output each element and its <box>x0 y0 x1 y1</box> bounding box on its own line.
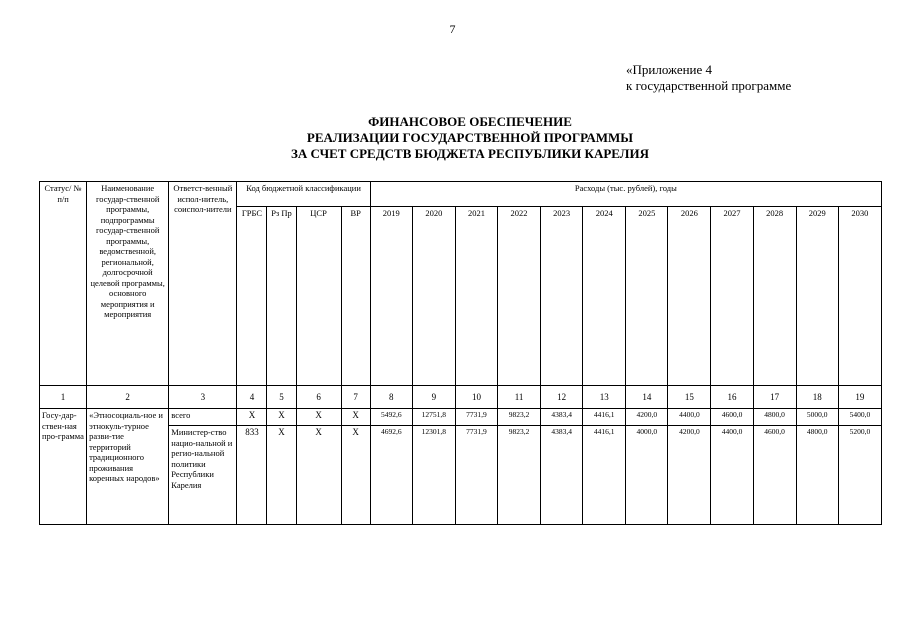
value-cell: 4416,1 <box>583 426 626 525</box>
column-index: 6 <box>296 386 341 409</box>
column-index: 10 <box>455 386 497 409</box>
header-code-0: ГРБС <box>237 207 267 386</box>
column-index: 19 <box>838 386 881 409</box>
column-index: 16 <box>711 386 753 409</box>
title-line-2: РЕАЛИЗАЦИИ ГОСУДАРСТВЕННОЙ ПРОГРАММЫ <box>306 130 634 145</box>
value-cell: 4200,0 <box>668 426 711 525</box>
column-index: 9 <box>412 386 455 409</box>
responsible-cell: Министер-ство нацио-нальной и регио-нальной политики Республики Карелия <box>169 426 237 525</box>
header-budget-code: Код бюджетной классификации <box>237 182 370 207</box>
column-index: 8 <box>370 386 412 409</box>
header-year-2025: 2025 <box>626 207 668 386</box>
value-cell: 9823,2 <box>498 409 541 426</box>
budget-table <box>39 181 882 525</box>
column-index: 11 <box>498 386 541 409</box>
value-cell: 5200,0 <box>838 426 881 525</box>
column-index: 15 <box>668 386 711 409</box>
header-code-3: ВР <box>341 207 370 386</box>
header-row-1 <box>40 182 882 207</box>
table-row <box>40 409 882 426</box>
column-index: 1 <box>40 386 87 409</box>
value-cell: 4692,6 <box>370 426 412 525</box>
header-year-2022: 2022 <box>498 207 541 386</box>
value-cell: 4800,0 <box>753 409 796 426</box>
value-cell: 5000,0 <box>796 409 838 426</box>
status-cell: Госу-дар-ствен-ная про-грамма <box>40 409 87 525</box>
column-index: 2 <box>87 386 169 409</box>
column-index: 12 <box>541 386 583 409</box>
code-cell-vr: X <box>341 409 370 426</box>
header-year-2021: 2021 <box>455 207 497 386</box>
appendix-line-1: «Приложение 4 <box>626 62 713 77</box>
appendix-note <box>626 62 791 94</box>
document-title <box>0 114 905 162</box>
value-cell: 5492,6 <box>370 409 412 426</box>
value-cell: 9823,2 <box>498 426 541 525</box>
header-year-2019: 2019 <box>370 207 412 386</box>
header-year-2026: 2026 <box>668 207 711 386</box>
header-status: Статус/ № п/п <box>40 182 87 386</box>
header-responsible: Ответст-венный испол-нитель, соиспол-нители <box>169 182 237 386</box>
code-cell-csr: X <box>296 409 341 426</box>
index-row <box>40 386 882 409</box>
header-year-2029: 2029 <box>796 207 838 386</box>
column-index: 5 <box>267 386 296 409</box>
value-cell: 4400,0 <box>668 409 711 426</box>
header-name: Наименование государ-ственной программы, подпрограммы государ-ственной программы, ведомственной, региональной, долгосрочной целевой программы, основного мероприятия и мероприятия <box>87 182 169 386</box>
code-cell-rzpr: X <box>267 409 296 426</box>
header-code-1: Рз Пр <box>267 207 296 386</box>
value-cell: 4600,0 <box>711 409 753 426</box>
value-cell: 4000,0 <box>626 426 668 525</box>
code-cell-rzpr: X <box>267 426 296 525</box>
code-cell-grbs: 833 <box>237 426 267 525</box>
column-index: 3 <box>169 386 237 409</box>
value-cell: 12301,8 <box>412 426 455 525</box>
column-index: 17 <box>753 386 796 409</box>
column-index: 14 <box>626 386 668 409</box>
header-code-2: ЦСР <box>296 207 341 386</box>
value-cell: 7731,9 <box>455 426 497 525</box>
value-cell: 4800,0 <box>796 426 838 525</box>
value-cell: 7731,9 <box>455 409 497 426</box>
column-index: 13 <box>583 386 626 409</box>
header-expenses: Расходы (тыс. рублей), годы <box>370 182 881 207</box>
title-line-1: ФИНАНСОВОЕ ОБЕСПЕЧЕНИЕ <box>368 114 572 129</box>
title-line-3: ЗА СЧЕТ СРЕДСТВ БЮДЖЕТА РЕСПУБЛИКИ КАРЕЛИЯ <box>291 146 649 161</box>
value-cell: 4416,1 <box>583 409 626 426</box>
value-cell: 4383,4 <box>541 409 583 426</box>
appendix-line-2: к государственной программе <box>626 78 792 93</box>
program-name-cell: «Этносоциаль-ное и этнокуль-турное разви-тие территорий традиционного проживания коренных народов» <box>87 409 169 525</box>
code-cell-csr: X <box>296 426 341 525</box>
value-cell: 5400,0 <box>838 409 881 426</box>
value-cell: 4200,0 <box>626 409 668 426</box>
header-year-2030: 2030 <box>838 207 881 386</box>
header-year-2020: 2020 <box>412 207 455 386</box>
code-cell-vr: X <box>341 426 370 525</box>
responsible-cell: всего <box>169 409 237 426</box>
value-cell: 4383,4 <box>541 426 583 525</box>
value-cell: 4400,0 <box>711 426 753 525</box>
column-index: 18 <box>796 386 838 409</box>
column-index: 7 <box>341 386 370 409</box>
value-cell: 12751,8 <box>412 409 455 426</box>
header-year-2024: 2024 <box>583 207 626 386</box>
page-number: 7 <box>449 22 456 36</box>
value-cell: 4600,0 <box>753 426 796 525</box>
header-year-2028: 2028 <box>753 207 796 386</box>
header-year-2023: 2023 <box>541 207 583 386</box>
code-cell-grbs: X <box>237 409 267 426</box>
header-year-2027: 2027 <box>711 207 753 386</box>
column-index: 4 <box>237 386 267 409</box>
